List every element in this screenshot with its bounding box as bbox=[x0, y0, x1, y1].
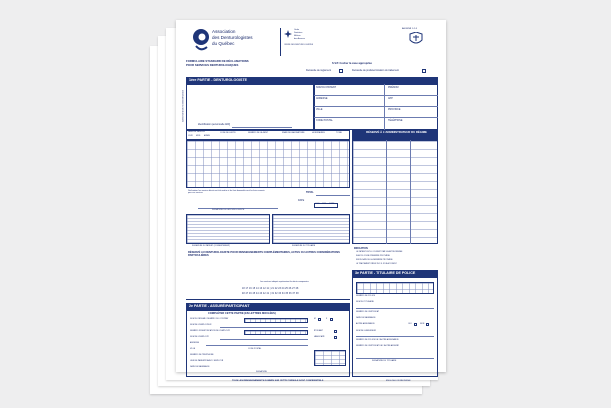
p2-employee-name: NOM DE L'EMPLOYÉ bbox=[190, 336, 209, 338]
p2-side-grid[interactable] bbox=[314, 350, 346, 366]
p2-postal: CODE POSTAL bbox=[248, 348, 262, 350]
patient-col-line bbox=[384, 84, 385, 130]
th-total: TOTAL bbox=[336, 132, 342, 134]
p2-handicap-checkbox[interactable] bbox=[334, 336, 337, 339]
th-date-month: MOIS bbox=[196, 135, 201, 137]
confidential-note: TOUS LES RENSEIGNEMENTS DONNÉS SUR CETTE FORMULE SONT CONFIDENTIELS bbox=[232, 380, 324, 382]
admin-col-line-2 bbox=[410, 140, 411, 244]
p2-address-line bbox=[206, 345, 308, 346]
signature-label: SIGNATURE DU DENTUROLOGISTE bbox=[212, 209, 245, 211]
option-predetermination-checkbox[interactable] bbox=[422, 69, 426, 73]
p3-other-certificate: NUMÉRO DE CERTIFICAT DE L'AUTRE ASSURÉ bbox=[356, 345, 399, 347]
p3-birthdate: DATE DE NAISSANCE bbox=[356, 317, 376, 319]
form-subtitle: POUR SERVICES DENTUROLOGIQUES bbox=[186, 63, 239, 67]
th-code: CODE DE L'ACTE bbox=[220, 132, 236, 134]
p3-yes-checkbox[interactable] bbox=[414, 323, 417, 326]
corner-label: ABONNÉ 1-2-3 bbox=[402, 28, 417, 30]
denturologist-vertical-label: NOM ET ADRESSE DU DENTUROLOGISTE bbox=[181, 90, 182, 123]
p3-other-policy: NUMÉRO DE POLICE DE L'AUTRE ASSURANCE bbox=[356, 339, 399, 341]
admin-note-2: S'AGIT-IL D'UNE PREMIÈRE PROTHÈSE bbox=[356, 255, 390, 257]
header-divider bbox=[280, 28, 281, 56]
org-name-line-3: du Québec bbox=[212, 41, 235, 46]
th-fees: HONORAIRES bbox=[312, 132, 325, 134]
crest-icon bbox=[408, 32, 424, 46]
p3-holder-name: NOM DU TITULAIRE bbox=[356, 301, 374, 303]
th-tooth: NUMÉRO DE LA DENT bbox=[248, 132, 268, 134]
p2-signature: SIGNATURE bbox=[256, 371, 267, 373]
p2-city: VILLE bbox=[190, 348, 196, 350]
service-table-body[interactable] bbox=[186, 140, 350, 188]
option-predetermination-label: Demande de prédétermination du traitement bbox=[352, 69, 399, 72]
p3-certificate: NUMÉRO DE CERTIFICAT bbox=[356, 311, 380, 313]
p3-no-checkbox[interactable] bbox=[426, 323, 429, 326]
partner-line-4: des Assures bbox=[294, 38, 305, 40]
th-date: DATE DE SERVICE bbox=[188, 131, 205, 133]
p2-employee-id: NUMÉRO D'IDENTIFICATION DE L'EMPLOYÉ bbox=[190, 330, 230, 332]
p3-answer-yes: OUI bbox=[408, 323, 412, 325]
patient-apt-label: APP bbox=[388, 97, 393, 100]
p2-sex-f-checkbox[interactable] bbox=[330, 318, 333, 321]
id-label: Identification personnelle ADQ bbox=[198, 123, 231, 126]
admin-note-title: INDICATION bbox=[354, 247, 368, 250]
partner-line-3: Métiers bbox=[294, 35, 301, 37]
declaration-text: Déclaration: les services décrits ont été rendus et les frais demandés sont les frais courants pour ces services bbox=[188, 190, 265, 194]
option-claim-checkbox[interactable] bbox=[339, 69, 343, 73]
patient-postal-label: CODE POSTAL bbox=[316, 119, 333, 122]
p2-id-grid[interactable] bbox=[244, 330, 308, 335]
admin-grid[interactable] bbox=[352, 140, 438, 244]
consent-sig-patient: SIGNATURE DU PATIENT (CONSENTEMENT) bbox=[192, 245, 231, 247]
p3-policy-number: NUMÉRO DE POLICE bbox=[356, 295, 376, 297]
patient-row-line-2 bbox=[314, 106, 438, 107]
partner-line-1: Ordre bbox=[294, 29, 300, 31]
p2-plan: NOM DU RÉGIME / NUMÉRO DU CONTRAT bbox=[190, 318, 229, 320]
id-line bbox=[232, 127, 292, 128]
tooth-row-upper: 18 17 16 15 14 13 12 11 | 21 22 23 24 25 26 27 28 bbox=[242, 288, 299, 290]
partner-line-2: Dentistes bbox=[294, 32, 303, 34]
part1-bottom-line bbox=[186, 299, 350, 300]
p2-name-line bbox=[220, 339, 308, 340]
p3-line-1 bbox=[356, 308, 434, 309]
english-reverse-note: ENGLISH ON REVERSE bbox=[386, 380, 411, 382]
th-lab: FRAIS DE LABORATOIRE bbox=[282, 132, 305, 134]
p3-other-insurance: AUTRE ASSURANCE bbox=[356, 323, 375, 325]
partner-logo-icon bbox=[284, 30, 292, 38]
part2-instruction: COMPLÉTER CETTE PARTIE (EN LETTRES MOULÉES) bbox=[208, 312, 276, 315]
p2-handicap: HANDICAPÉ bbox=[314, 336, 325, 338]
part1-title: 1ère PARTIE - DENTUROLOGISTE bbox=[186, 77, 438, 84]
p3-answer-no: NON bbox=[420, 323, 425, 325]
p2-sex-m-checkbox[interactable] bbox=[318, 318, 321, 321]
patient-city-label: VILLE bbox=[316, 108, 323, 111]
p2-student: ÉTUDIANT bbox=[314, 330, 323, 332]
reserved-text: RÉSERVÉ AU DENTUROLOGISTE POUR RENSEIGNEMENTS COMPLÉMENTAIRES, ACTES OU AUTRES CONSIDÉRATIONS PARTICULIÈRES bbox=[188, 251, 340, 258]
consent-box-2[interactable] bbox=[272, 214, 350, 244]
patient-firstname-label: PRÉNOM bbox=[388, 86, 399, 89]
org-name-line-2: des Denturologistes bbox=[212, 35, 253, 40]
th-date-day: JOUR bbox=[188, 135, 193, 137]
date-label: DATE bbox=[298, 199, 305, 202]
patient-phone-label: TÉLÉPHONE bbox=[388, 119, 403, 122]
patient-name-label: NOM DU PATIENT bbox=[316, 86, 337, 89]
date-cell-day: JOUR bbox=[315, 204, 320, 205]
option-claim-label: Demande de règlement bbox=[306, 69, 331, 72]
claim-form bbox=[176, 20, 446, 382]
p2-phone: NUMÉRO DE TÉLÉPHONE bbox=[190, 354, 214, 356]
org-name-line-1: Association bbox=[212, 29, 236, 34]
p2-relationship: LIEN DE PARENTÉ AVEC L'EMPLOYÉ bbox=[190, 360, 224, 362]
p3-sig-line bbox=[356, 358, 434, 359]
partner-subtitle: ORDRE DES DENTUROLOGISTES bbox=[284, 44, 314, 46]
admin-title: RÉSERVÉ À L'ADMINISTRATEUR DU RÉGIME bbox=[352, 130, 438, 140]
policy-number-grid[interactable] bbox=[356, 282, 434, 294]
patient-row-line-3 bbox=[314, 117, 438, 118]
p3-line-2 bbox=[356, 336, 434, 337]
p3-insurer-name: NOM DE L'ASSUREUR bbox=[356, 330, 377, 332]
patient-box[interactable] bbox=[314, 84, 438, 130]
date-cell-year: ANNÉE bbox=[329, 204, 335, 205]
consent-sig-holder: SIGNATURE DU TITULAIRE bbox=[292, 245, 316, 247]
admin-note-4: LE TRAITEMENT RÉSULTE-T-IL D'UN ACCIDENT bbox=[356, 263, 397, 265]
p2-sex-m: M bbox=[314, 318, 316, 320]
admin-note-3: SINON DATE DE LA DERNIÈRE PROTHÈSE bbox=[356, 259, 393, 261]
patient-address-label: ADRESSE bbox=[316, 97, 328, 100]
p2-plan-grid[interactable] bbox=[244, 318, 308, 323]
th-date-year: ANNÉE bbox=[204, 135, 210, 137]
p2-employer-line bbox=[220, 327, 308, 328]
patient-row-line-1 bbox=[314, 95, 438, 96]
total-label: TOTAL bbox=[306, 191, 314, 194]
p2-address: ADRESSE bbox=[190, 342, 200, 344]
admin-note-1: LE PATIENT EST-IL COUVERT PAR UN AUTRE RÉGIME bbox=[356, 251, 403, 253]
p2-student-checkbox[interactable] bbox=[334, 330, 337, 333]
tooth-row-lower: 48 47 46 45 44 43 42 41 | 31 32 33 34 35 36 37 38 bbox=[242, 293, 299, 295]
check-instruction: S.V.P. Cocher la case appropriée bbox=[332, 62, 372, 65]
admin-col-line-1 bbox=[386, 140, 387, 244]
patient-province-label: PROVINCE bbox=[388, 108, 401, 111]
part2-title: 2e PARTIE - ASSURÉ/PARTICIPANT bbox=[186, 303, 350, 310]
p2-birthdate: DATE DE NAISSANCE bbox=[190, 366, 210, 368]
date-cell-month: MOIS bbox=[322, 204, 327, 205]
total-line bbox=[316, 195, 350, 196]
form-title: FORMULAIRE STANDARD DE RÉCLAMATIONS bbox=[186, 59, 249, 63]
service-table-header bbox=[186, 130, 350, 140]
p2-sex-f: F bbox=[326, 318, 328, 320]
consent-box-1[interactable] bbox=[186, 214, 270, 244]
adq-logo-icon bbox=[192, 28, 210, 52]
tooth-caption: Les numéros indiqués représentent les dents manquantes bbox=[260, 281, 309, 283]
part3-title: 3e PARTIE - TITULAIRE DE POLICE bbox=[352, 270, 438, 277]
p3-signature: SIGNATURE DU TITULAIRE bbox=[372, 360, 397, 362]
p2-employer: NOM DE L'EMPLOYEUR bbox=[190, 324, 212, 326]
